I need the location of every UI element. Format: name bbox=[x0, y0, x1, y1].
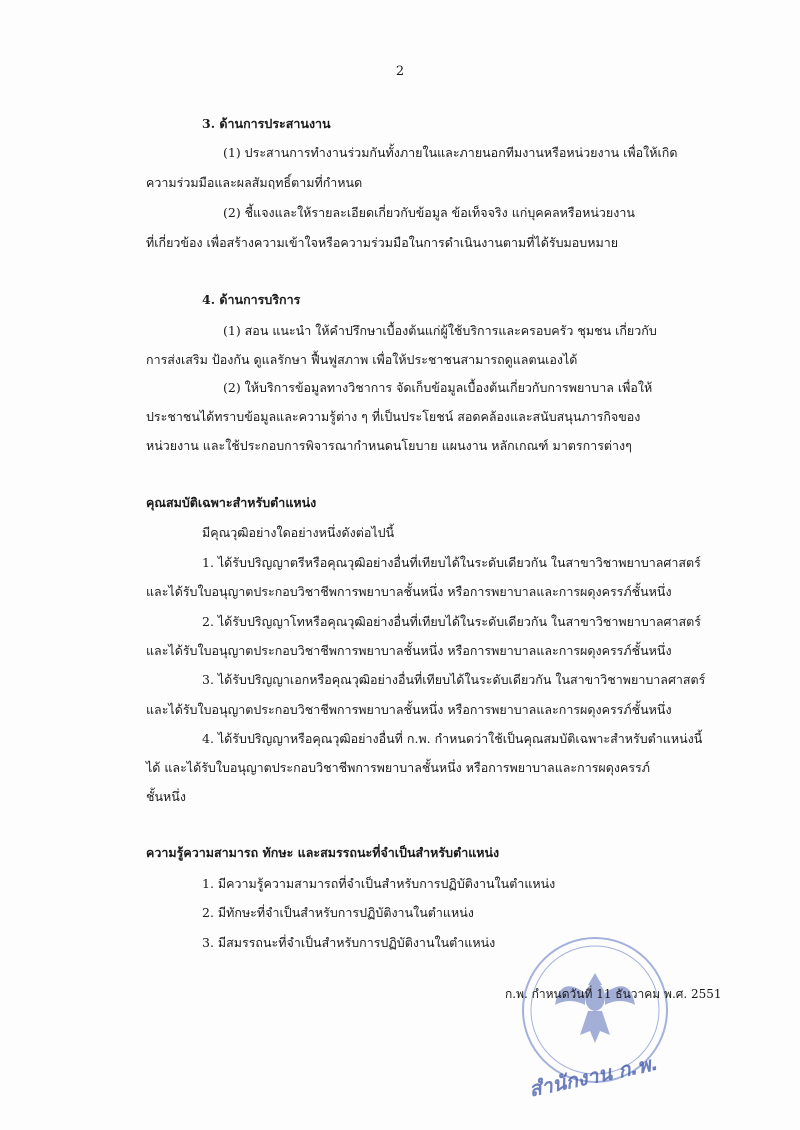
qualifications-intro: มีคุณวุฒิอย่างใดอย่างหนึ่งดังต่อไปนี้ bbox=[202, 525, 395, 540]
page-number: 2 bbox=[395, 64, 405, 79]
section3-item2-line1: (2) ชี้แจงและให้รายละเอียดเกี่ยวกับข้อมูล ข้อเท็จจริง แก่บุคคลหรือหน่วยงาน bbox=[223, 205, 635, 220]
section4-heading: 4. ด้านการบริการ bbox=[202, 292, 301, 307]
qualification-3-line2: และได้รับใบอนุญาตประกอบวิชาชีพการพยาบาลชั้นหนึ่ง หรือการพยาบาลและการผดุงครรภ์ชั้นหนึ่ง bbox=[146, 702, 672, 717]
section3-item1-line2: ความร่วมมือและผลสัมฤทธิ์ตามที่กำหนด bbox=[146, 175, 363, 190]
competency-1: 1. มีความรู้ความสามารถที่จำเป็นสำหรับการปฏิบัติงานในตำแหน่ง bbox=[202, 876, 556, 891]
section4-item1-line2: การส่งเสริม ป้องกัน ดูแลรักษา ฟื้นฟูสภาพ เพื่อให้ประชาชนสามารถดูแลตนเองได้ bbox=[146, 352, 578, 367]
competencies-heading: ความรู้ความสามารถ ทักษะ และสมรรถนะที่จำเป็นสำหรับตำแหน่ง bbox=[146, 845, 500, 860]
section3-item1-line1: (1) ประสานการทำงานร่วมกันทั้งภายในและภายนอกทีมงานหรือหน่วยงาน เพื่อให้เกิด bbox=[223, 145, 678, 160]
garuda-emblem-icon bbox=[555, 973, 635, 1043]
qualification-1-line1: 1. ได้รับปริญญาตรีหรือคุณวุฒิอย่างอื่นที่เทียบได้ในระดับเดียวกัน ในสาขาวิชาพยาบาลศาสตร์ bbox=[202, 555, 701, 570]
qualifications-heading: คุณสมบัติเฉพาะสำหรับตำแหน่ง bbox=[146, 495, 317, 510]
qualification-4-line3: ชั้นหนึ่ง bbox=[146, 789, 186, 804]
section4-item2-line2: ประชาชนได้ทราบข้อมูลและความรู้ต่าง ๆ ที่เป็นประโยชน์ สอดคล้องและสนับสนุนภารกิจของ bbox=[146, 409, 641, 424]
section3-item2-line2: ที่เกี่ยวข้อง เพื่อสร้างความเข้าใจหรือความร่วมมือในการดำเนินงานตามที่ได้รับมอบหมาย bbox=[146, 235, 619, 250]
section4-item2-line3: หน่วยงาน และใช้ประกอบการพิจารณากำหนดนโยบาย แผนงาน หลักเกณฑ์ มาตรการต่างๆ bbox=[146, 438, 632, 453]
footer-note: ก.พ. กำหนดวันที่ 11 ธันวาคม พ.ศ. 2551 bbox=[505, 987, 722, 1001]
seal-text: สำนักงาน ก.พ. bbox=[526, 1050, 661, 1102]
qualification-2-line2: และได้รับใบอนุญาตประกอบวิชาชีพการพยาบาลชั้นหนึ่ง หรือการพยาบาลและการผดุงครรภ์ชั้นหนึ่ง bbox=[146, 643, 672, 658]
qualification-2-line1: 2. ได้รับปริญญาโทหรือคุณวุฒิอย่างอื่นที่เทียบได้ในระดับเดียวกัน ในสาขาวิชาพยาบาลศาสตร์ bbox=[202, 614, 701, 629]
section3-heading: 3. ด้านการประสานงาน bbox=[202, 116, 331, 131]
qualification-3-line1: 3. ได้รับปริญญาเอกหรือคุณวุฒิอย่างอื่นที่เทียบได้ในระดับเดียวกัน ในสาขาวิชาพยาบาลศาสตร์ bbox=[202, 672, 706, 687]
competency-3: 3. มีสมรรถนะที่จำเป็นสำหรับการปฏิบัติงานในตำแหน่ง bbox=[202, 935, 496, 950]
official-seal bbox=[500, 935, 730, 1115]
qualification-4-line1: 4. ได้รับปริญญาหรือคุณวุฒิอย่างอื่นที่ ก.พ. กำหนดว่าใช้เป็นคุณสมบัติเฉพาะสำหรับตำแหน่งนี้ bbox=[202, 731, 703, 746]
competency-2: 2. มีทักษะที่จำเป็นสำหรับการปฏิบัติงานในตำแหน่ง bbox=[202, 905, 474, 920]
qualification-4-line2: ได้ และได้รับใบอนุญาตประกอบวิชาชีพการพยาบาลชั้นหนึ่ง หรือการพยาบาลและการผดุงครรภ์ bbox=[146, 760, 651, 775]
section4-item1-line1: (1) สอน แนะนำ ให้คำปรึกษาเบื้องต้นแก่ผู้ใช้บริการและครอบครัว ชุมชน เกี่ยวกับ bbox=[223, 323, 657, 338]
qualification-1-line2: และได้รับใบอนุญาตประกอบวิชาชีพการพยาบาลชั้นหนึ่ง หรือการพยาบาลและการผดุงครรภ์ชั้นหนึ่ง bbox=[146, 584, 672, 599]
section4-item2-line1: (2) ให้บริการข้อมูลทางวิชาการ จัดเก็บข้อมูลเบื้องต้นเกี่ยวกับการพยาบาล เพื่อให้ bbox=[223, 380, 653, 395]
